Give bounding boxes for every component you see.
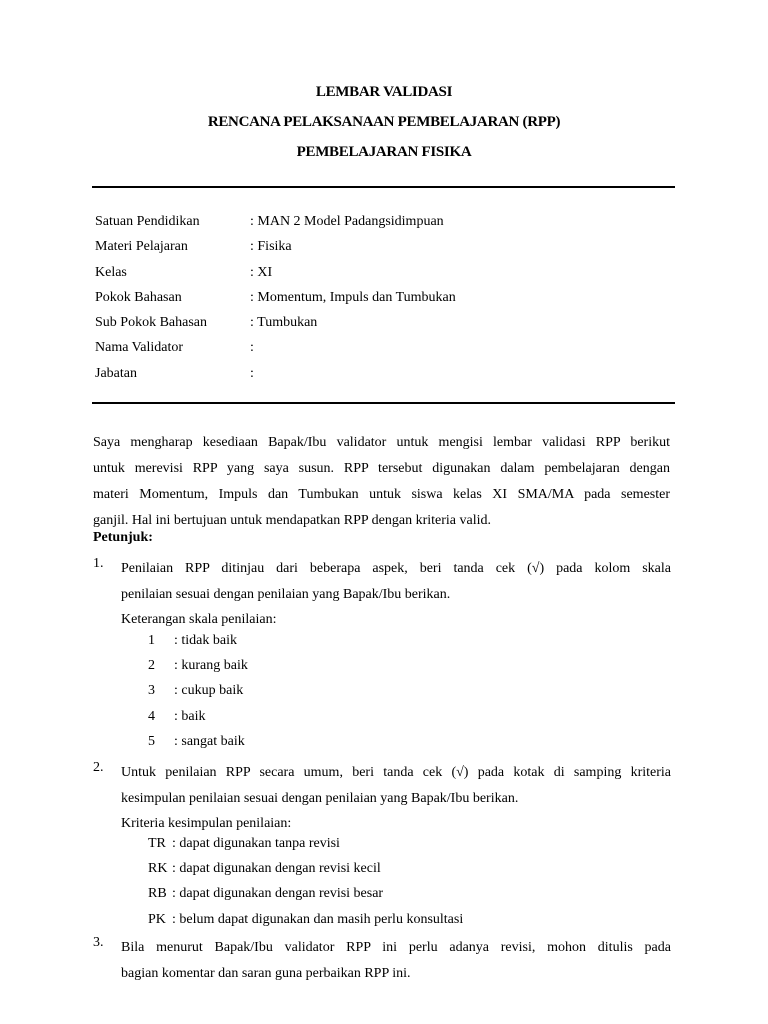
field-value: : <box>250 365 254 381</box>
item-number: 1. <box>93 556 104 571</box>
field-label: Kelas <box>95 264 127 280</box>
criteria-code: TR <box>148 836 166 851</box>
scale-row <box>148 682 248 707</box>
field-row-materi-pelajaran <box>95 238 456 263</box>
scale-code: 2 <box>148 658 155 674</box>
criteria-code: RK <box>148 861 168 877</box>
item-line: bagian komentar dan saran guna perbaikan RPP ini. <box>121 965 411 981</box>
item-line: penilaian sesuai dengan penilaian yang Bapak/Ibu berikan. <box>121 586 451 602</box>
field-label: Satuan Pendidikan <box>95 214 200 229</box>
scale-row <box>148 708 248 733</box>
field-row-pokok-bahasan <box>95 289 456 314</box>
instruction-item-3 <box>93 935 671 986</box>
criteria-code: RB <box>148 886 167 902</box>
criteria-row <box>148 885 463 910</box>
field-value: : Fisika <box>250 239 292 255</box>
item-line: Kriteria kesimpulan penilaian: <box>121 816 292 832</box>
scale-row <box>148 632 248 657</box>
conclusion-criteria-list <box>148 835 463 936</box>
field-value: : Momentum, Impuls dan Tumbukan <box>250 289 456 305</box>
instruction-item-2 <box>93 760 671 837</box>
criteria-desc: : dapat digunakan tanpa revisi <box>172 836 340 851</box>
instruction-item-1 <box>93 556 671 633</box>
intro-paragraph <box>93 430 670 534</box>
field-value: : XI <box>250 264 273 280</box>
criteria-row <box>148 860 463 885</box>
field-label: Materi Pelajaran <box>95 239 188 255</box>
item-line: Penilaian RPP ditinjau dari beberapa aspek, beri tanda cek (√) pada kolom skala <box>121 561 671 576</box>
field-value: : Tumbukan <box>250 315 318 331</box>
scale-code: 4 <box>148 708 155 724</box>
scale-desc: : tidak baik <box>174 633 237 648</box>
field-label: Sub Pokok Bahasan <box>95 315 207 331</box>
scale-desc: : baik <box>174 708 206 724</box>
field-value: : <box>250 340 254 356</box>
scale-code: 5 <box>148 733 155 749</box>
intro-line: untuk merevisi RPP yang saya susun. RPP tersebut digunakan dalam pembelajaran dengan <box>93 461 670 477</box>
document-subject: PEMBELAJARAN FISIKA <box>296 144 472 160</box>
criteria-row <box>148 911 463 936</box>
bottom-divider <box>92 402 675 404</box>
intro-line: Saya mengharap kesediaan Bapak/Ibu validator untuk mengisi lembar validasi RPP berikut <box>93 435 670 450</box>
criteria-row <box>148 835 463 860</box>
scale-row <box>148 733 248 758</box>
scale-code: 1 <box>148 633 155 648</box>
criteria-desc: : dapat digunakan dengan revisi besar <box>172 886 384 902</box>
field-row-jabatan <box>95 365 456 390</box>
field-value: : MAN 2 Model Padangsidimpuan <box>250 214 444 229</box>
top-divider <box>92 186 675 188</box>
document-title: LEMBAR VALIDASI <box>315 84 453 100</box>
field-label: Nama Validator <box>95 340 183 356</box>
scale-code: 3 <box>148 683 155 699</box>
field-label: Jabatan <box>95 365 137 381</box>
criteria-desc: : dapat digunakan dengan revisi kecil <box>172 861 381 877</box>
item-line: Untuk penilaian RPP secara umum, beri tanda cek (√) pada kotak di samping kriteria <box>121 765 671 780</box>
field-row-sub-pokok-bahasan <box>95 314 456 339</box>
scale-desc: : cukup baik <box>174 683 244 699</box>
field-row-satuan-pendidikan <box>95 213 456 238</box>
item-number: 3. <box>93 935 104 950</box>
field-label: Pokok Bahasan <box>95 289 182 305</box>
scale-desc: : sangat baik <box>174 733 245 749</box>
item-number: 2. <box>93 760 104 775</box>
identity-fields <box>95 213 456 390</box>
field-row-nama-validator <box>95 339 456 364</box>
rating-scale-list <box>148 632 248 758</box>
document-subtitle: RENCANA PELAKSANAAN PEMBELAJARAN (RPP) <box>207 114 561 130</box>
scale-row <box>148 657 248 682</box>
item-line: kesimpulan penilaian sesuai dengan penilaian yang Bapak/Ibu berikan. <box>121 790 519 806</box>
intro-line: materi Momentum, Impuls dan Tumbukan untuk siswa kelas XI SMA/MA pada semester <box>93 487 670 503</box>
field-row-kelas <box>95 264 456 289</box>
criteria-code: PK <box>148 911 166 927</box>
criteria-desc: : belum dapat digunakan dan masih perlu konsultasi <box>172 911 464 927</box>
petunjuk-heading: Petunjuk: <box>93 530 153 545</box>
item-line: Keterangan skala penilaian: <box>121 612 277 628</box>
intro-line: ganjil. Hal ini bertujuan untuk mendapatkan RPP dengan kriteria valid. <box>93 513 492 529</box>
scale-desc: : kurang baik <box>174 658 248 674</box>
item-line: Bila menurut Bapak/Ibu validator RPP ini perlu adanya revisi, mohon ditulis pada <box>121 940 671 955</box>
